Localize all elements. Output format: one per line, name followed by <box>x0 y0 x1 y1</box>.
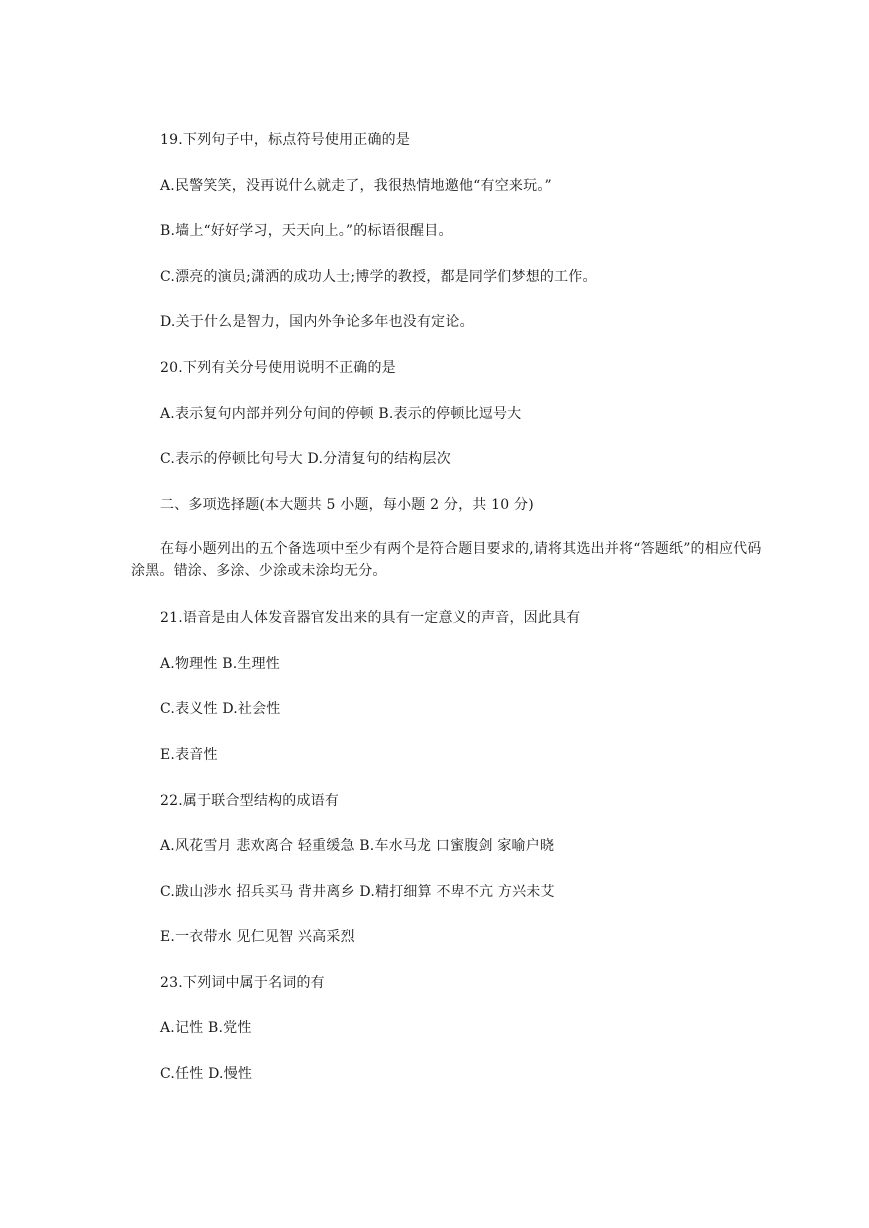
q22-options-ab: A.风花雪月 悲欢离合 轻重缓急 B.车水马龙 口蜜腹剑 家喻户晓 <box>160 838 555 854</box>
question-19: 19.下列句子中，标点符号使用正确的是 <box>160 132 411 148</box>
q19-option-d: D.关于什么是智力，国内外争论多年也没有定论。 <box>160 314 474 330</box>
q20-options-ab: A.表示复句内部并列分句间的停顿 B.表示的停顿比逗号大 <box>160 406 522 422</box>
q23-options-ab: A.记性 B.党性 <box>160 1020 252 1036</box>
question-23: 23.下列词中属于名词的有 <box>160 975 325 991</box>
q21-options-ab: A.物理性 B.生理性 <box>160 656 280 672</box>
question-20: 20.下列有关分号使用说明不正确的是 <box>160 360 396 376</box>
q23-options-cd: C.任性 D.慢性 <box>160 1066 253 1082</box>
question-21: 21.语音是由人体发音器官发出来的具有一定意义的声音，因此具有 <box>160 610 581 626</box>
section-heading-multiple-choice: 二、多项选择题(本大题共 5 小题，每小题 2 分，共 10 分) <box>160 497 534 513</box>
q19-option-b: B.墙上“好好学习，天天向上。”的标语很醒目。 <box>160 223 453 239</box>
q21-option-e: E.表音性 <box>160 747 218 763</box>
q19-option-c: C.漂亮的演员;潇洒的成功人士;博学的教授，都是同学们梦想的工作。 <box>160 269 597 285</box>
q19-option-a: A.民警笑笑，没再说什么就走了，我很热情地邀他“有空来玩。” <box>160 178 552 194</box>
q21-options-cd: C.表义性 D.社会性 <box>160 701 281 717</box>
section-instruction: 在每小题列出的五个备选项中至少有两个是符合题目要求的,请将其选出并将“答题纸”的相应代码涂黑。错涂、多涂、少涂或未涂均无分。 <box>131 541 762 579</box>
q22-options-cd: C.跋山涉水 招兵买马 背井离乡 D.精打细算 不卑不亢 方兴未艾 <box>160 884 555 900</box>
q22-option-e: E.一衣带水 见仁见智 兴高采烈 <box>160 929 355 945</box>
question-22: 22.属于联合型结构的成语有 <box>160 793 340 809</box>
q20-options-cd: C.表示的停顿比句号大 D.分清复句的结构层次 <box>160 451 451 467</box>
